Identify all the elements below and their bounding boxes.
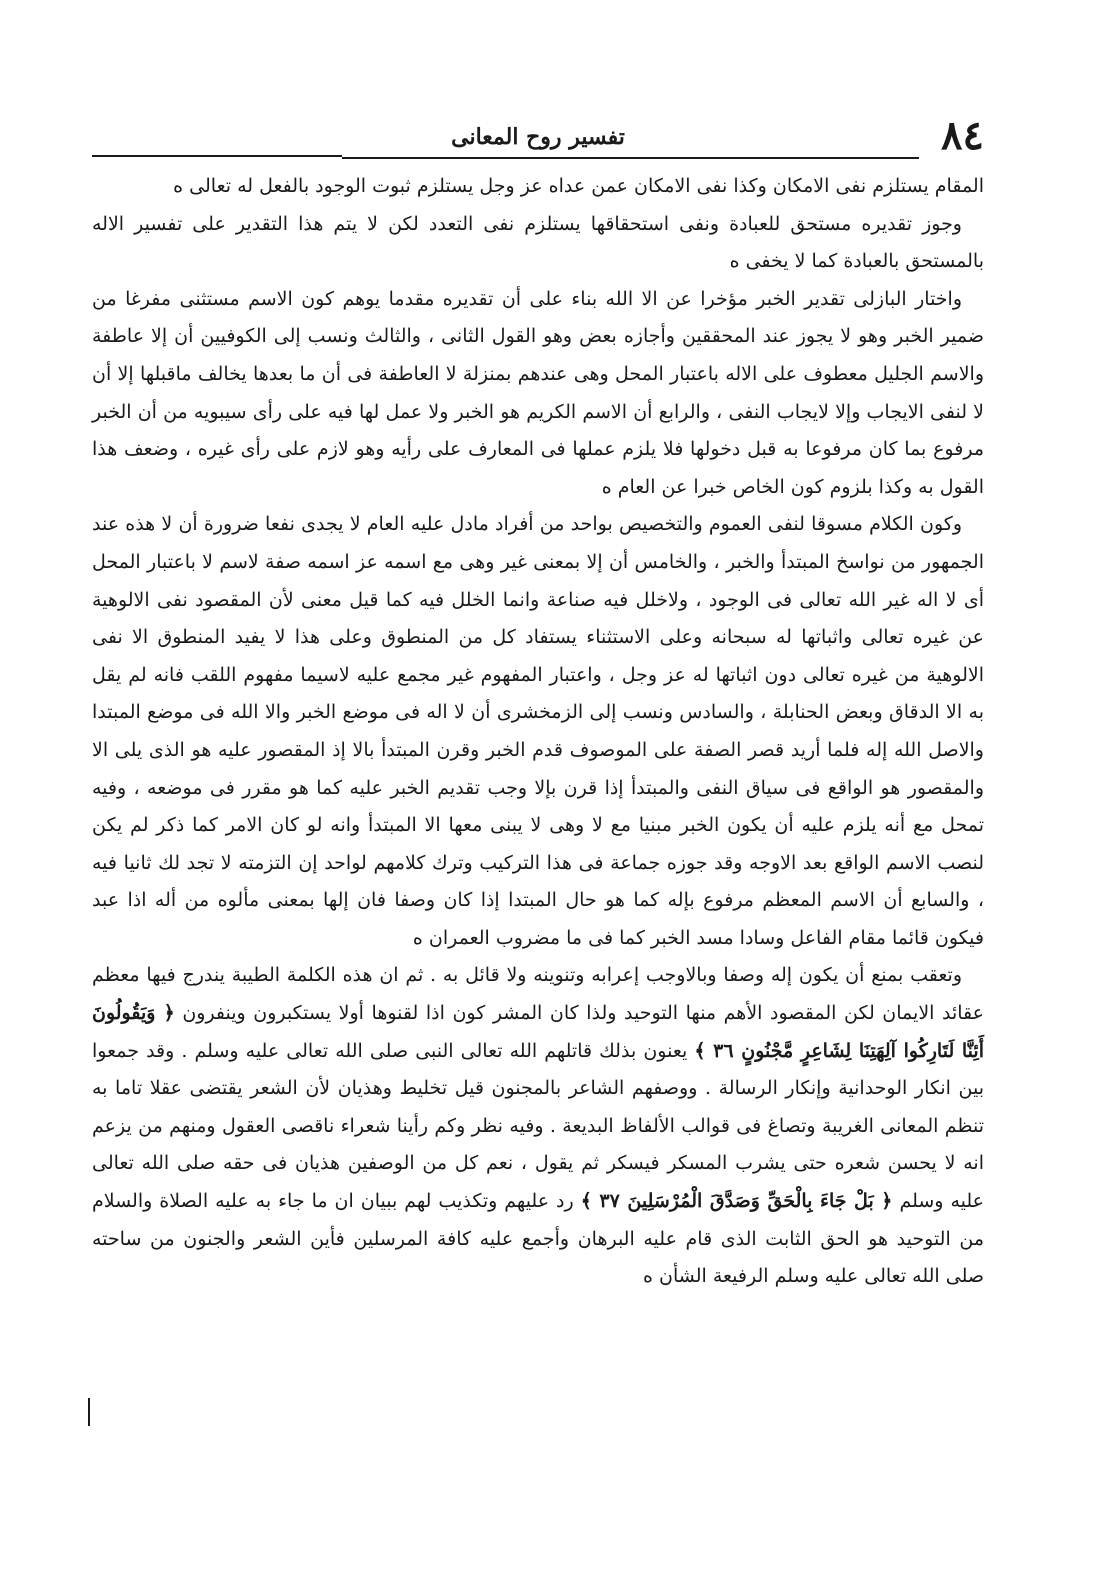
paragraph-text: وكون الكلام مسوقا لنفى العموم والتخصيص بواحد من أفراد مادل عليه العام لا يجدى نفعا ضرورة أن لا هذه عند الجمهور من نواسخ المبتدأ والخبر ، والخامس أن إلا بمعنى غير وهى مع اسمه عز اسمه صفة لاسم لا باعتبار المحل أى لا اله غير الله تعالى فى الوجود ، ولاخلل فيه صناعة وانما الخلل فيه كما قيل معنى لأن المقصود نفى الالوهية عن غيره تعالى واثباتها له سبحانه وعلى الاستثناء يستفاد كل من المنطوق وعلى هذا لا يفيد المنطوق الا نفى الالوهية من غيره تعالى دون اثباتها له عز وجل ، واعتبار المفهوم غير مجمع عليه لاسيما مفهوم اللقب فانه لم يقل به الا الدقاق وبعض الحنابلة ، والسادس ونسب إلى الزمخشرى أن لا اله فى موضع الخبر والا الله فى موضع المبتدا والاصل الله إله فلما أريد قصر الصفة على الموصوف قدم الخبر وقرن المبتدأ بالا إذ المقصور عليه هو الذى يلى الا والمقصور هو الواقع فى سياق النفى والمبتدأ إذا قرن بإلا وجب تقديم الخبر عليه كما هو مقرر فى موضعه ، وفيه تمحل مع أنه يلزم عليه أن يكون الخبر مبنيا مع لا وهى لا يبنى معها الا المبتدأ وانه لو كان الامر كما ذكر لم يكن لنصب الاسم الواقع بعد الاوجه وقد جوزه جماعة فى هذا التركيب وترك كلامهم لواحد إن التزمته لا تجد لك ثانيا فيه ، والسابع أن الاسم المعظم مرفوع بإله كما هو حال المبتدا إذا كان وصفا فان إلها بمعنى مألوه من أله اذا عبد فيكون قائما مقام الفاعل وسادا مسد الخبر كما فى ما مضروب العمران ه xyxy=(92,513,984,949)
paragraph-text: واختار البازلى تقدير الخبر مؤخرا عن الا الله بناء على أن تقديره مقدما يوهم كون الاسم مستثنى مفرغا من ضمير الخبر وهو لا يجوز عند المحققين وأجازه بعض وهو القول الثانى ، والثالث ونسب إلى الكوفيين أن إلا عاطفة والاسم الجليل معطوف على الاله باعتبار المحل وهى عندهم بمنزلة لا العاطفة فى أن ما بعدها يخالف ماقبلها إلا أن لا لنفى الايجاب وإلا لايجاب النفى ، والرابع أن الاسم الكريم هو الخبر ولا عمل لها فيه على رأى سيبويه من أن الخبر مرفوع بما كان مرفوعا به قبل دخولها فلا يلزم عملها فى المعارف على رأيه وهو لازم على رأى غيره ، وضعف هذا القول به وكذا بلزوم كون الخاص خبرا عن العام ه xyxy=(92,287,984,498)
paragraph-text: رد عليهم وتكذيب لهم ببيان ان ما جاء به عليه الصلاة والسلام من التوحيد هو الحق الثابت الذى قام عليه البرهان وأجمع عليه كافة المرسلين فأين الشعر والجنون من ساحته صلى الله تعالى عليه وسلم الرفيعة الشأن ه xyxy=(92,1190,984,1288)
paragraph-text: وجوز تقديره مستحق للعبادة ونفى استحقاقها يستلزم نفى التعدد لكن لا يتم هذا التقدير على تفسير الاله بالمستحق بالعبادة كما لا يخفى ه xyxy=(92,212,984,273)
paragraph-4 xyxy=(92,506,984,957)
body-text xyxy=(92,168,984,1296)
paragraph-text: وتعقب بمنع أن يكون إله وصفا وبالاوجب إعرابه وتنوينه ولا قائل به . ثم ان هذه الكلمة الطيبة يندرج فيها معظم عقائد الايمان لكن المقصود الأهم منها التوحيد ولذا كان المشر كون اذا لقنوها أولا يستكبرون وينفرون xyxy=(92,964,984,1025)
header-rule-left xyxy=(92,155,342,157)
paragraph-2 xyxy=(92,206,984,281)
page-number: ٨٤ xyxy=(941,112,984,159)
quran-verse-37: ﴿ بَلْ جَاءَ بِالْحَقِّ وَصَدَّقَ الْمُرْسَلِينَ ٣٧ ﴾ xyxy=(580,1190,893,1213)
running-title: تفسير روح المعانى xyxy=(451,124,625,150)
paragraph-3 xyxy=(92,281,984,507)
paragraph-text: المقام يستلزم نفى الامكان وكذا نفى الامكان عمن عداه عز وجل يستلزم ثبوت الوجود بالفعل له تعالى ه xyxy=(173,175,984,197)
paragraph-5 xyxy=(92,957,984,1295)
paragraph-text: يعنون بذلك قاتلهم الله تعالى النبى صلى الله تعالى عليه وسلم . وقد جمعوا بين انكار الوحدانية وإنكار الرسالة . ووصفهم الشاعر بالمجنون قيل تخليط وهذيان لأن الشعر يقتضى عقلا تاما به تنظم المعانى الغريبة وتصاغ فى قوالب الألفاظ البديعة . وفيه نظر وكم رأينا شعراء ناقصى العقول ومنهم من يزعم انه لا يحسن شعره حتى يشرب المسكر فيسكر ثم يقول ، نعم كل من الوصفين هذيان فى حقه صلى الله تعالى عليه وسلم xyxy=(92,1039,985,1213)
paragraph-1 xyxy=(92,168,984,206)
header-rule-right xyxy=(342,157,919,159)
margin-mark xyxy=(88,1398,90,1426)
quran-verse-36: ﴿ وَيَقُولُونَ أَئِنَّا لَتَارِكُوا آلِهَتِنَا لِشَاعِرٍ مَّجْنُونٍ ٣٦ ﴾ xyxy=(92,1002,984,1062)
